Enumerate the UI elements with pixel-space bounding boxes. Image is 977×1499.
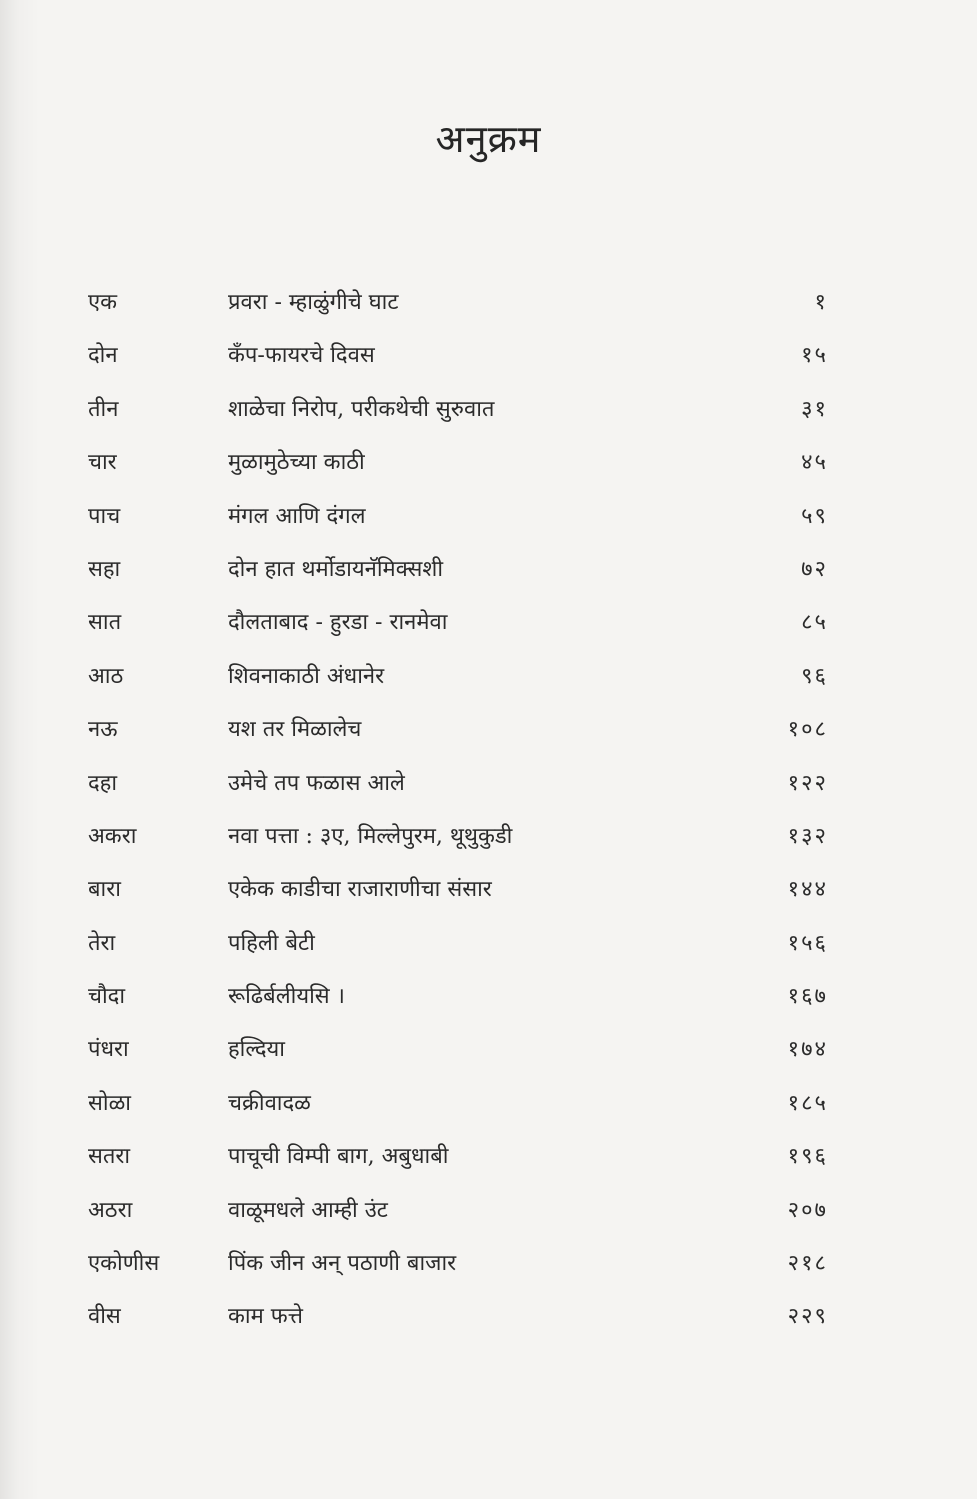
page-number: १८५ (787, 1090, 828, 1116)
toc-entry (88, 543, 828, 596)
chapter-title: काम फत्ते (228, 1304, 303, 1330)
chapter-title: एकेक काडीचा राजाराणीचा संसार (228, 877, 492, 903)
toc-entry (88, 917, 828, 970)
toc-entry (88, 436, 828, 489)
toc-entry (88, 703, 828, 756)
chapter-number: सोळा (88, 1090, 131, 1116)
page-number: १०८ (787, 717, 828, 743)
chapter-title: चक्रीवादळ (228, 1090, 311, 1116)
toc-entry (88, 490, 828, 543)
chapter-title: यश तर मिळालेच (228, 717, 362, 743)
page-number: १५ (801, 343, 828, 369)
toc-entry (88, 596, 828, 649)
chapter-number: सहा (88, 556, 121, 582)
chapter-title: वाळूमधले आम्ही उंट (228, 1197, 388, 1223)
page-number: ३१ (801, 396, 828, 422)
chapter-title: पाचूची विम्पी बाग, अबुधाबी (228, 1144, 449, 1170)
toc-entry (88, 329, 828, 382)
toc-entry (88, 1290, 828, 1343)
page-number: १७४ (787, 1037, 828, 1063)
toc-entry (88, 276, 828, 329)
chapter-number: पाच (88, 503, 121, 529)
page-number: ५९ (801, 503, 828, 529)
chapter-number: चौदा (88, 984, 126, 1010)
chapter-number: नऊ (88, 717, 118, 743)
toc-entry (88, 1023, 828, 1076)
chapter-number: दोन (88, 343, 118, 369)
chapter-number: सात (88, 610, 122, 636)
chapter-title: दौलताबाद - हुरडा - रानमेवा (228, 610, 448, 636)
page-title: अनुक्रम (435, 117, 542, 161)
chapter-title: हल्दिया (228, 1037, 286, 1063)
page-number: १६७ (787, 984, 828, 1010)
chapter-title: प्रवरा - म्हाळुंगीचे घाट (228, 290, 399, 315)
page-number: ८५ (801, 610, 828, 636)
chapter-number: वीस (88, 1304, 121, 1330)
chapter-title: उमेचे तप फळास आले (228, 770, 405, 796)
chapter-title: दोन हात थर्मोडायनॅमिक्सशी (228, 556, 444, 582)
chapter-number: सतरा (88, 1144, 131, 1170)
chapter-number: अकरा (88, 823, 137, 849)
page-number: २०७ (787, 1197, 828, 1223)
toc-entry (88, 970, 828, 1023)
toc-entry (88, 863, 828, 916)
chapter-title: मंगल आणि दंगल (228, 503, 366, 529)
chapter-title: शिवनाकाठी अंधानेर (228, 663, 385, 689)
page-number: ७२ (801, 556, 828, 582)
table-of-contents (88, 276, 828, 1344)
page-number: १३२ (787, 823, 828, 849)
page-number: १२२ (787, 770, 828, 796)
toc-entry (88, 650, 828, 703)
page-number: २२९ (787, 1304, 828, 1330)
chapter-title: पिंक जीन अन् पठाणी बाजार (228, 1251, 457, 1277)
chapter-number: तीन (88, 396, 119, 422)
chapter-title: मुळामुठेच्या काठी (228, 450, 365, 476)
page-number: ९६ (801, 663, 828, 689)
chapter-title: रूढिर्बलीयसि । (228, 984, 346, 1010)
page-number: १९६ (787, 1144, 828, 1170)
chapter-number: तेरा (88, 930, 116, 956)
chapter-number: एक (88, 290, 118, 315)
chapter-number: एकोणीस (88, 1251, 160, 1277)
chapter-number: अठरा (88, 1197, 133, 1223)
page-number: १४४ (787, 877, 828, 903)
chapter-number: पंधरा (88, 1037, 129, 1063)
chapter-title: पहिली बेटी (228, 930, 315, 956)
chapter-title: कँप-फायरचे दिवस (228, 343, 375, 369)
toc-entry (88, 1184, 828, 1237)
toc-entry (88, 383, 828, 436)
toc-entry (88, 1237, 828, 1290)
toc-entry (88, 810, 828, 863)
page-number: १ (814, 290, 828, 315)
toc-entry (88, 1130, 828, 1183)
chapter-title: शाळेचा निरोप, परीकथेची सुरुवात (228, 396, 495, 422)
chapter-number: चार (88, 450, 117, 476)
toc-entry (88, 1077, 828, 1130)
page-number: २१८ (787, 1251, 828, 1277)
toc-entry (88, 757, 828, 810)
page-number: १५६ (787, 930, 828, 956)
page-number: ४५ (801, 450, 828, 476)
chapter-number: आठ (88, 663, 124, 689)
chapter-number: बारा (88, 877, 121, 903)
chapter-title: नवा पत्ता : ३ए, मिल्लेपुरम, थूथुकुडी (228, 823, 513, 849)
chapter-number: दहा (88, 770, 118, 796)
